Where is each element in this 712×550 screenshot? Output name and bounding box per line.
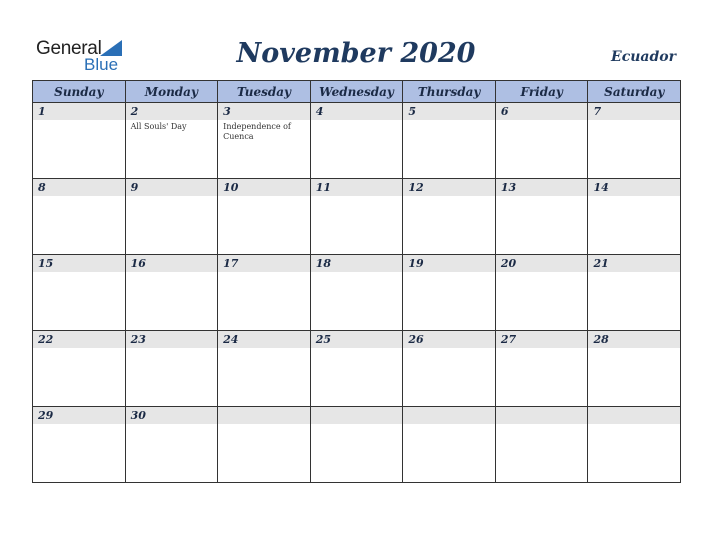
day-number: 16 (130, 257, 146, 270)
weekday-wednesday: Wednesday (311, 81, 404, 103)
day-cell (496, 179, 589, 255)
day-cell (126, 255, 219, 331)
weekday-friday: Friday (496, 81, 589, 103)
day-number: 5 (408, 105, 416, 118)
day-cell (126, 407, 219, 483)
day-cell (588, 407, 681, 483)
weekday-monday: Monday (126, 81, 219, 103)
day-cell (588, 255, 681, 331)
day-number: 17 (223, 257, 239, 270)
day-cell (311, 179, 404, 255)
day-cell (218, 179, 311, 255)
day-number: 30 (130, 409, 146, 422)
day-cell (33, 255, 126, 331)
day-cell (218, 255, 311, 331)
day-cell (588, 179, 681, 255)
day-number: 3 (223, 105, 231, 118)
day-number: 9 (130, 181, 139, 194)
week-row-5 (33, 407, 681, 483)
day-number: 10 (223, 181, 239, 194)
calendar-title: November 2020 (236, 38, 476, 69)
day-cell (33, 103, 126, 179)
day-event: Independence of Cuenca (223, 122, 291, 141)
day-cell (33, 331, 126, 407)
day-cell (403, 331, 496, 407)
day-number: 25 (315, 333, 332, 346)
day-number: 29 (38, 409, 54, 422)
day-number: 6 (500, 105, 509, 118)
day-number: 14 (593, 181, 609, 194)
weekday-thursday: Thursday (403, 81, 496, 103)
country-label: Ecuador (611, 49, 676, 65)
day-cell (588, 331, 681, 407)
day-number: 2 (130, 105, 139, 118)
day-number: 4 (315, 105, 324, 118)
calendar-grid (32, 80, 681, 483)
day-number: 18 (315, 257, 332, 270)
day-cell (311, 103, 404, 179)
day-number: 28 (593, 333, 609, 346)
day-cell (218, 407, 311, 483)
day-number: 26 (408, 333, 424, 346)
day-number: 7 (593, 105, 602, 118)
week-row-1 (33, 103, 681, 179)
logo-blue-text: Blue (84, 55, 119, 74)
day-cell (588, 103, 681, 179)
day-number: 27 (500, 333, 517, 346)
weekday-tuesday: Tuesday (218, 81, 311, 103)
day-number: 19 (408, 257, 424, 270)
day-cell (496, 331, 589, 407)
day-cell (496, 407, 589, 483)
day-cell (33, 179, 126, 255)
day-cell (218, 103, 311, 179)
day-number: 20 (500, 257, 517, 270)
day-number: 1 (38, 105, 46, 118)
day-cell (311, 331, 404, 407)
day-cell (126, 179, 219, 255)
day-number: 21 (593, 257, 609, 270)
day-cell (311, 407, 404, 483)
weekday-saturday: Saturday (588, 81, 681, 103)
day-number: 12 (408, 181, 424, 194)
day-cell (126, 331, 219, 407)
day-cell (311, 255, 404, 331)
day-cell (218, 331, 311, 407)
week-row-4 (33, 331, 681, 407)
day-cell (496, 255, 589, 331)
day-number: 22 (38, 333, 54, 346)
day-cell (403, 407, 496, 483)
day-cell (403, 103, 496, 179)
day-number: 23 (130, 333, 146, 346)
day-number: 13 (500, 181, 517, 194)
week-row-2 (33, 179, 681, 255)
day-cell (403, 179, 496, 255)
day-cell (126, 103, 219, 179)
day-number: 15 (38, 257, 54, 270)
week-row-3 (33, 255, 681, 331)
day-cell (403, 255, 496, 331)
weekday-sunday: Sunday (33, 81, 126, 103)
day-number: 8 (38, 181, 46, 194)
day-cell (496, 103, 589, 179)
day-cell (33, 407, 126, 483)
day-event: All Souls' Day (130, 122, 187, 131)
logo-general-text: General (36, 38, 102, 59)
day-number: 11 (315, 181, 332, 194)
weekday-header-row (33, 81, 681, 103)
day-number: 24 (223, 333, 239, 346)
